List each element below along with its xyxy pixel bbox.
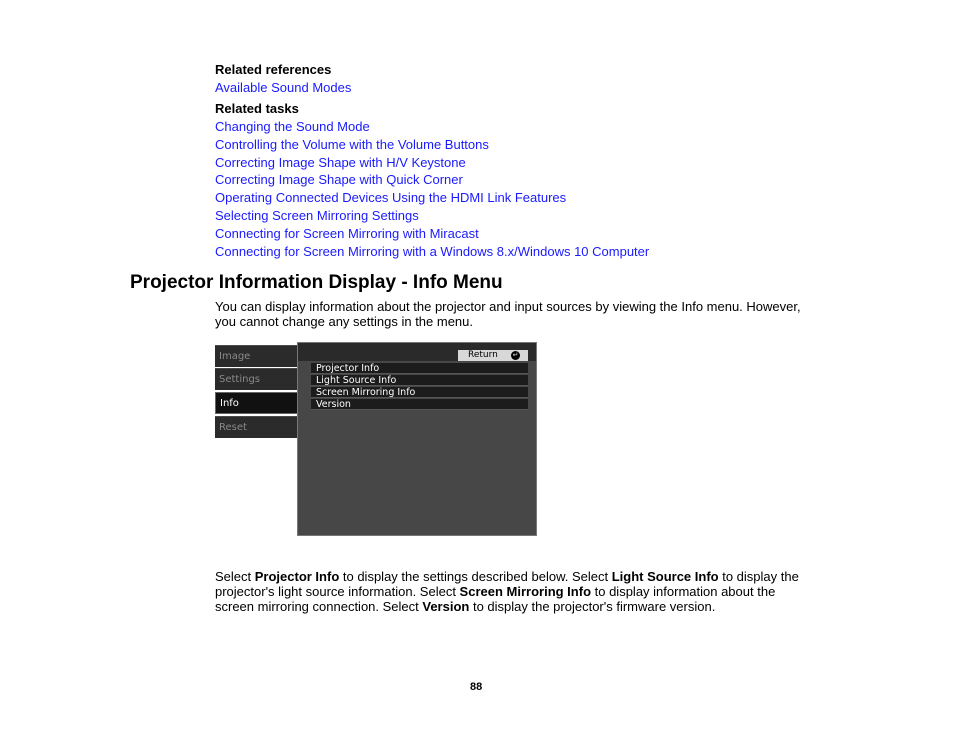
link-miracast[interactable]: Connecting for Screen Mirroring with Miracast	[215, 226, 479, 241]
return-button[interactable]	[458, 350, 528, 361]
link-changing-sound-mode[interactable]: Changing the Sound Mode	[215, 119, 370, 134]
text-fragment: to display the	[718, 569, 799, 584]
menu-item-light-source-info[interactable]: Light Source Info	[311, 375, 528, 386]
link-controlling-volume[interactable]: Controlling the Volume with the Volume Buttons	[215, 137, 489, 152]
link-windows-mirroring[interactable]: Connecting for Screen Mirroring with a Windows 8.x/Windows 10 Computer	[215, 244, 650, 259]
description-line-3	[215, 599, 835, 614]
description-line-2	[215, 584, 835, 599]
intro-paragraph	[215, 299, 835, 329]
text-fragment: projector's light source information. Select	[215, 584, 460, 599]
link-hdmi-link[interactable]: Operating Connected Devices Using the HDMI Link Features	[215, 190, 567, 205]
menu-tab-image[interactable]: Image	[215, 345, 297, 367]
link-hv-keystone[interactable]: Correcting Image Shape with H/V Keystone	[215, 155, 466, 170]
link-screen-mirroring-settings[interactable]: Selecting Screen Mirroring Settings	[215, 208, 419, 223]
text-fragment: to display information about the	[591, 584, 776, 599]
bold-projector-info: Projector Info	[254, 569, 340, 584]
menu-item-version[interactable]: Version	[311, 399, 528, 410]
menu-item-projector-info[interactable]: Projector Info	[311, 363, 528, 374]
menu-tab-reset[interactable]: Reset	[215, 416, 297, 438]
text-fragment: to display the settings described below. Select	[339, 569, 612, 584]
info-menu-panel	[297, 342, 537, 536]
enter-icon: ↵	[512, 351, 519, 359]
bold-version: Version	[422, 599, 470, 614]
bold-screen-mirroring-info: Screen Mirroring Info	[459, 584, 592, 599]
menu-item-screen-mirroring-info[interactable]: Screen Mirroring Info	[311, 387, 528, 398]
description-paragraph	[215, 569, 835, 614]
menu-tab-info[interactable]: Info	[215, 392, 303, 414]
link-quick-corner[interactable]: Correcting Image Shape with Quick Corner	[215, 172, 463, 187]
bold-light-source-info: Light Source Info	[611, 569, 719, 584]
menu-tab-settings[interactable]: Settings	[215, 368, 297, 390]
section-title: Projector Information Display - Info Menu	[130, 272, 503, 293]
return-label: Return	[468, 350, 498, 360]
intro-line-1: You can display information about the projector and input sources by viewing the Info menu. However,	[215, 299, 801, 314]
description-line-1	[215, 569, 835, 584]
related-references-heading: Related references	[215, 62, 332, 77]
intro-line-2: you cannot change any settings in the menu.	[215, 314, 474, 329]
text-fragment: Select	[215, 569, 255, 584]
text-fragment: screen mirroring connection. Select	[215, 599, 423, 614]
related-tasks-heading: Related tasks	[215, 101, 299, 116]
text-fragment: to display the projector's firmware version.	[469, 599, 716, 614]
link-available-sound-modes[interactable]: Available Sound Modes	[215, 80, 352, 95]
page-number: 88	[470, 681, 483, 693]
